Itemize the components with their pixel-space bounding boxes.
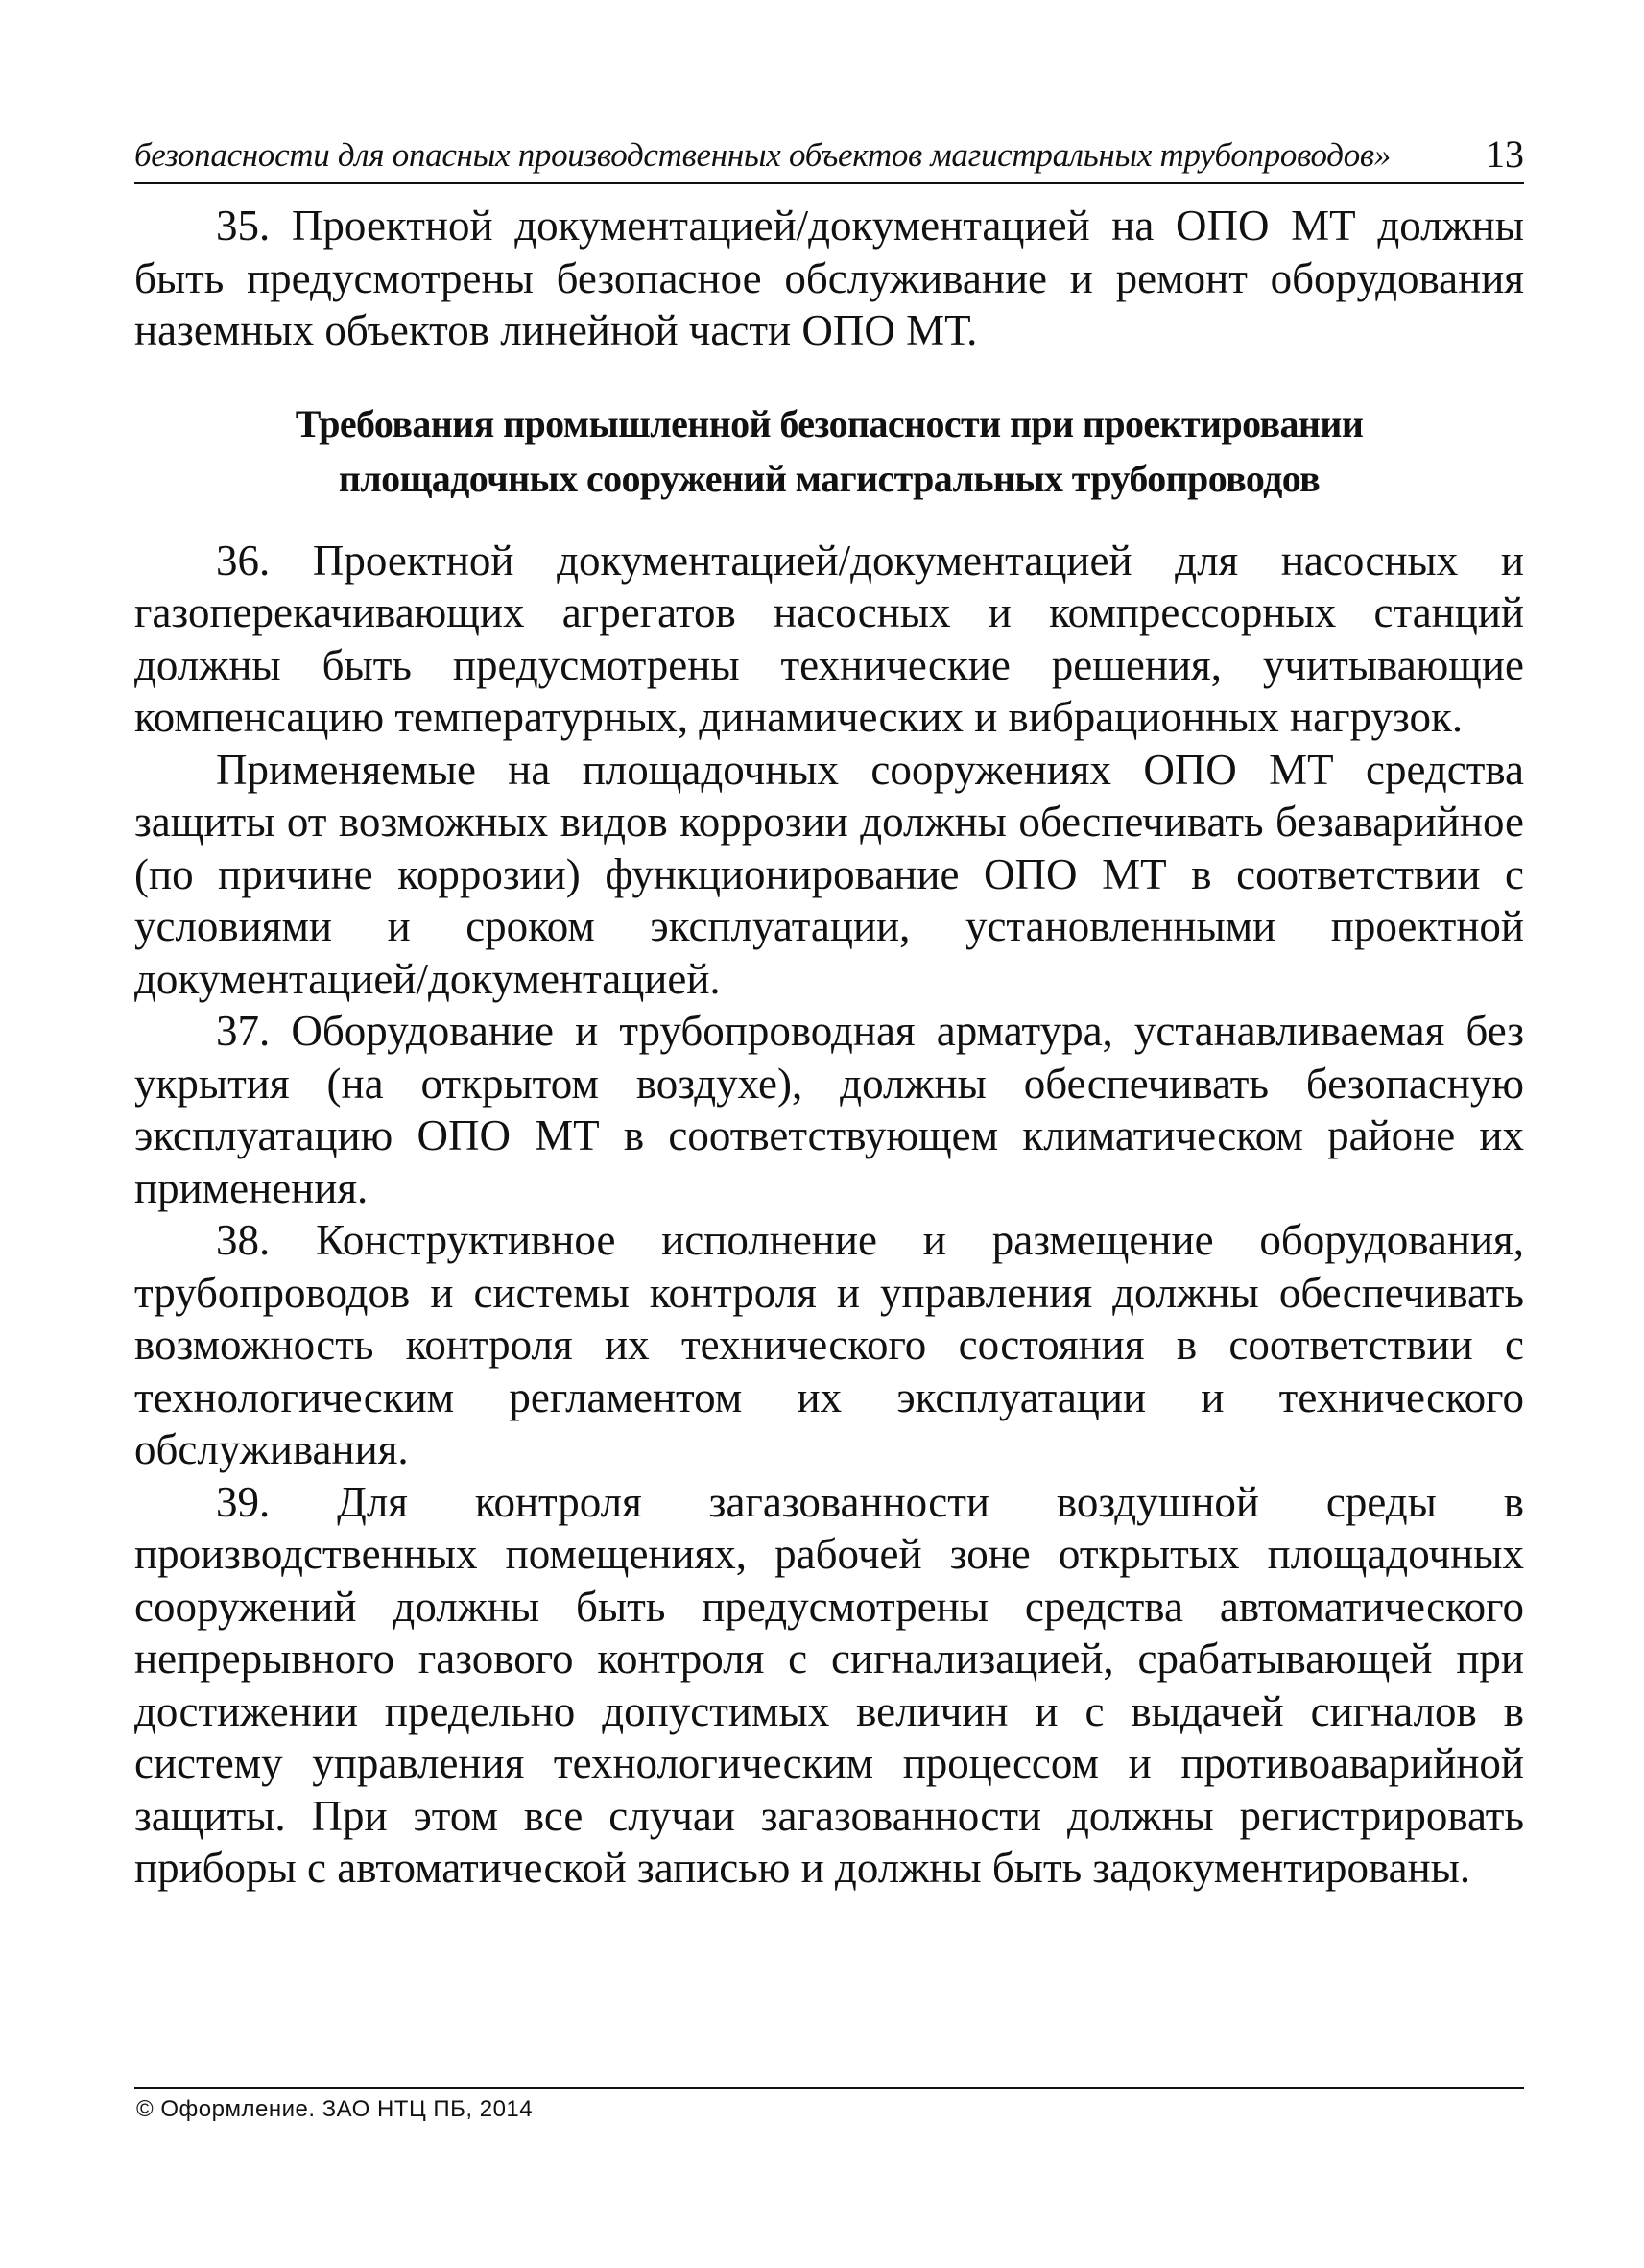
section-heading-line-2: площадочных сооружений магистральных трубопроводов — [338, 456, 1321, 500]
paragraph-38: 38. Конструктивное исполнение и размещение оборудования, трубопроводов и системы контроля и управления должны обеспечивать возможность контроля их технического состояния в соответствии с технологическим регламентом их эксплуатации и технического обслуживания. — [134, 1216, 1524, 1473]
paragraph-35: 35. Проектной документацией/документацией на ОПО МТ должны быть предусмотрены безопасное обслуживание и ремонт оборудования наземных объектов линейной части ОПО МТ. — [134, 202, 1524, 354]
section-heading — [134, 396, 1524, 506]
paragraph-36-corrosion: Применяемые на площадочных сооружениях ОПО МТ средства защиты от возможных видов коррозии должны обеспечивать безаварийное (по причине коррозии) функционирование ОПО МТ в соответствии с условиями и сроком эксплуатации, установленными проектной документацией/документацией. — [134, 745, 1524, 1003]
running-title: безопасности для опасных производственных объектов магистральных трубопроводов» — [134, 136, 1391, 174]
footer-divider — [134, 2087, 1524, 2089]
footer-copyright: © Оформление. ЗАО НТЦ ПБ, 2014 — [136, 2096, 534, 2122]
paragraph-39: 39. Для контроля загазованности воздушной среды в производственных помещениях, рабочей зоне открытых площадочных сооружений должны быть предусмотрены средства автоматического непрерывного газового контроля с сигнализацией, срабатывающей при достижении предельно допустимых величин и с выдачей сигналов в систему управления технологическим процессом и противоаварийной защиты. При этом все случаи загазованности должны регистрировать приборы с автоматической записью и должны быть задокументированы. — [134, 1477, 1524, 1892]
paragraph-36: 36. Проектной документацией/документацией для насосных и газоперекачивающих агрегатов насосных и компрессорных станций должны быть предусмотрены технические решения, учитывающие компенсацию температурных, динамических и вибрационных нагрузок. — [134, 536, 1524, 741]
running-header — [134, 132, 1524, 184]
paragraph-37: 37. Оборудование и трубопроводная арматура, устанавливаемая без укрытия (на открытом воздухе), должны обеспечивать безопасную эксплуатацию ОПО МТ в соответствующем климатическом районе их применения. — [134, 1007, 1524, 1212]
document-page — [134, 0, 1524, 2268]
document-body — [134, 200, 1524, 1895]
page-number: 13 — [1486, 132, 1524, 176]
section-heading-line-1: Требования промышленной безопасности при проектировании — [295, 401, 1364, 445]
